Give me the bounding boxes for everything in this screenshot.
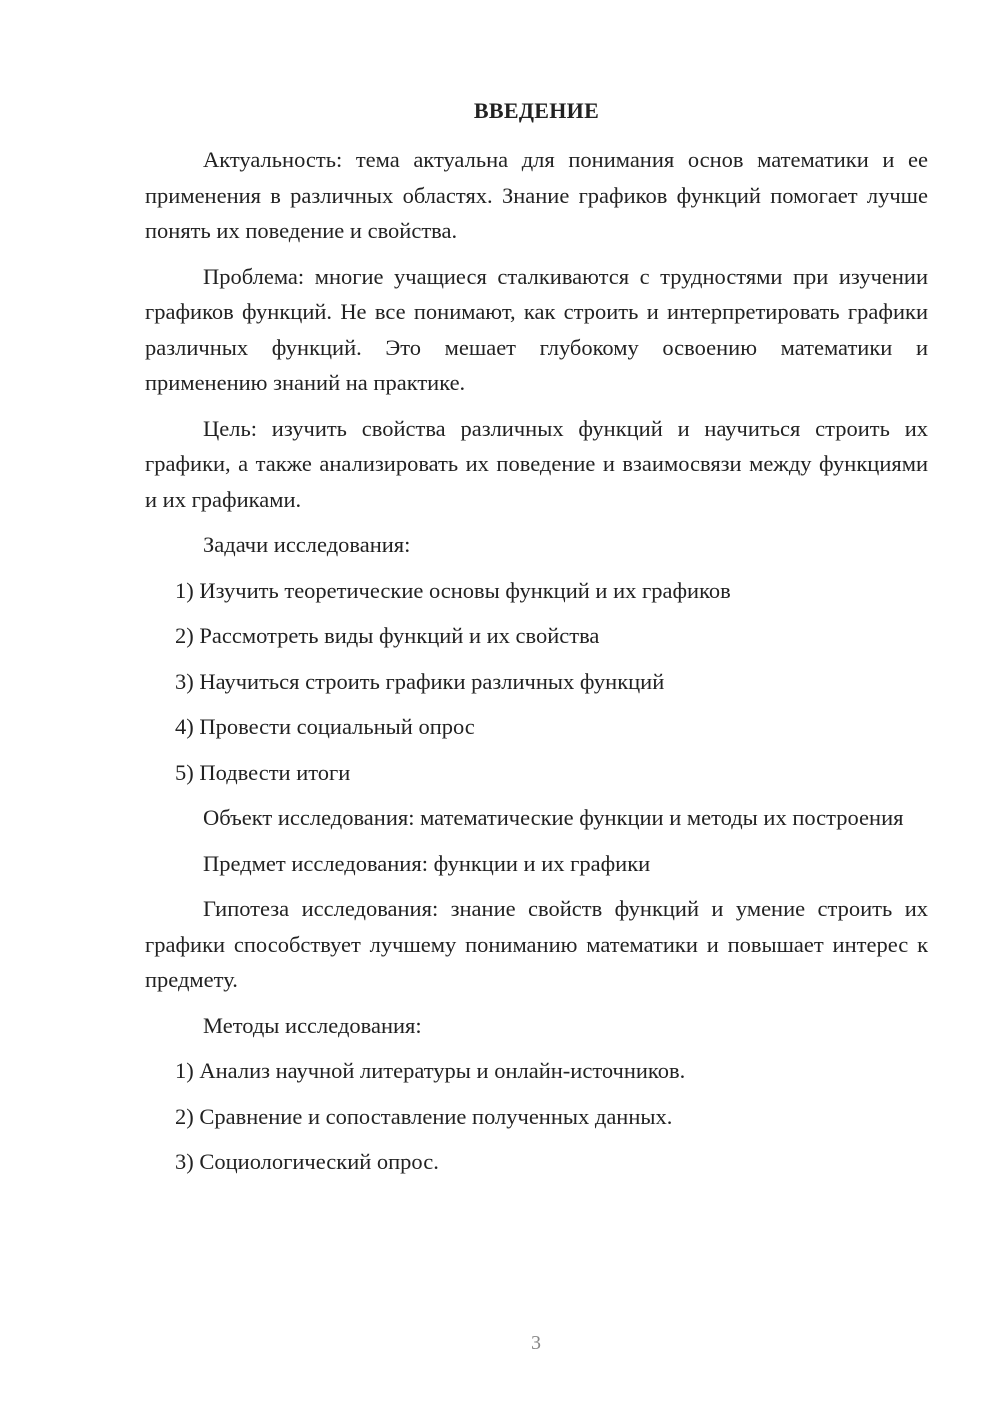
list-item: 1) Изучить теоретические основы функций и их графиков <box>175 577 731 603</box>
list-item: 1) Анализ научной литературы и онлайн-источников. <box>175 1058 686 1083</box>
list-item: 2) Сравнение и сопоставление полученных данных. <box>175 1103 673 1129</box>
paragraph-problem: Проблема: многие учащиеся сталкиваются с трудностями при изучении графиков функций. Не все понимают, как строить и интерпретировать графики различных функций. Это мешает глубокому освоению математики и применению знаний на практике. <box>145 263 928 395</box>
paragraph-goal: Цель: изучить свойства различных функций и научиться строить их графики, а также анализировать их поведение и взаимосвязи между функциями и их графиками. <box>145 415 928 512</box>
paragraph-hypothesis: Гипотеза исследования: знание свойств функций и умение строить их графики способствует лучшему пониманию математики и повышает интерес к предмету. <box>145 896 928 992</box>
list-item: 3) Социологический опрос. <box>175 1149 439 1174</box>
list-item: 2) Рассмотреть виды функций и их свойства <box>175 623 600 648</box>
list-item: 3) Научиться строить графики различных функций <box>175 668 665 694</box>
list-item: 4) Провести социальный опрос <box>175 714 475 739</box>
document-body <box>145 142 928 1190</box>
page-title: ВВЕДЕНИЕ <box>473 98 600 123</box>
paragraph-subject: Предмет исследования: функции и их графики <box>203 850 651 876</box>
paragraph-object: Объект исследования: математические функции и методы их построения <box>203 805 904 830</box>
tasks-heading: Задачи исследования: <box>203 532 411 557</box>
page-number: 3 <box>531 1332 541 1354</box>
methods-heading: Методы исследования: <box>203 1012 422 1038</box>
paragraph-relevance: Актуальность: тема актуальна для понимания основ математики и ее применения в различных областях. Знание графиков функций помогает лучше понять их поведение и свойства. <box>145 147 928 243</box>
methods-list <box>145 1053 928 1180</box>
list-item: 5) Подвести итоги <box>175 759 351 785</box>
tasks-list <box>145 573 928 791</box>
